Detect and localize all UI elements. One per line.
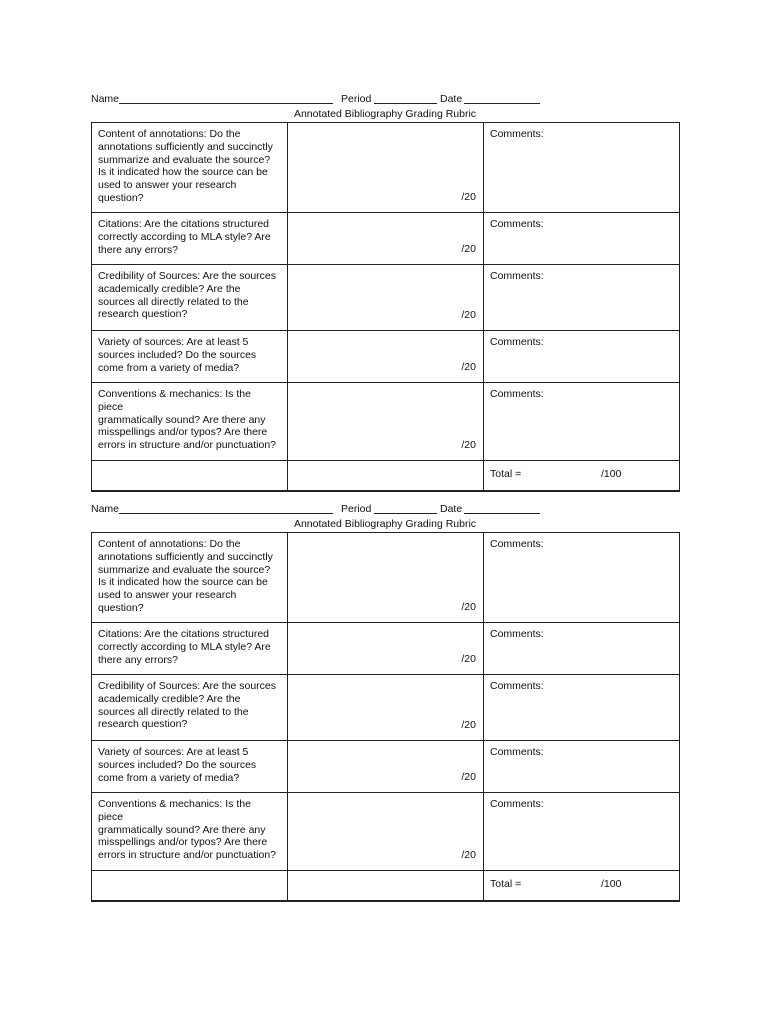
name-label: Name bbox=[91, 93, 120, 105]
criterion-row bbox=[92, 793, 680, 871]
score-max: /20 bbox=[461, 309, 476, 322]
total-label: Total = bbox=[490, 878, 522, 890]
score-cell bbox=[288, 793, 484, 871]
criterion-text: Citations: Are the citations structured correctly according to MLA style? Are there any errors? bbox=[98, 628, 271, 666]
criterion-text: Citations: Are the citations structured correctly according to MLA style? Are there any errors? bbox=[98, 218, 271, 256]
score-cell bbox=[288, 675, 484, 741]
criterion-row bbox=[92, 623, 680, 675]
criterion-description bbox=[92, 213, 288, 265]
comments-label: Comments: bbox=[490, 270, 544, 282]
name-label: Name bbox=[91, 503, 120, 515]
date-blank bbox=[464, 103, 540, 104]
rubric-title: Annotated Bibliography Grading Rubric bbox=[293, 518, 477, 530]
name-blank bbox=[119, 513, 333, 514]
criterion-description bbox=[92, 623, 288, 675]
criterion-row bbox=[92, 741, 680, 793]
comments-label: Comments: bbox=[490, 128, 544, 140]
criterion-row bbox=[92, 265, 680, 331]
score-cell bbox=[288, 265, 484, 331]
comments-label: Comments: bbox=[490, 218, 544, 230]
criterion-text: Content of annotations: Do the annotations sufficiently and succinctly summarize and evaluate the source? Is it indicated how the source can be used to answer your research question? bbox=[98, 128, 273, 204]
score-cell bbox=[288, 623, 484, 675]
criterion-row bbox=[92, 213, 680, 265]
date-label: Date bbox=[440, 503, 463, 515]
score-max: /20 bbox=[461, 361, 476, 374]
comments-cell bbox=[484, 383, 680, 461]
comments-label: Comments: bbox=[490, 628, 544, 640]
comments-cell bbox=[484, 533, 680, 623]
criterion-text: Content of annotations: Do the annotations sufficiently and succinctly summarize and evaluate the source? Is it indicated how the source can be used to answer your research question? bbox=[98, 538, 273, 614]
criterion-text: Conventions & mechanics: Is the piece grammatically sound? Are there any misspellings and/or typos? Are there errors in structure and/or punctuation? bbox=[98, 388, 277, 452]
rubric-sheet-2 bbox=[91, 502, 679, 902]
comments-label: Comments: bbox=[490, 388, 544, 400]
criterion-text: Credibility of Sources: Are the sources academically credible? Are the sources all directly related to the research question? bbox=[98, 270, 276, 321]
student-info-line bbox=[91, 92, 679, 106]
criterion-row bbox=[92, 533, 680, 623]
score-max: /20 bbox=[461, 243, 476, 256]
total-max: /100 bbox=[601, 878, 622, 890]
criterion-description bbox=[92, 741, 288, 793]
comments-cell bbox=[484, 265, 680, 331]
rubric-table bbox=[91, 122, 680, 492]
name-blank bbox=[119, 103, 333, 104]
comments-cell bbox=[484, 331, 680, 383]
comments-cell bbox=[484, 623, 680, 675]
score-max: /20 bbox=[461, 849, 476, 862]
criterion-description bbox=[92, 265, 288, 331]
criterion-text: Variety of sources: Are at least 5 sources included? Do the sources come from a variety of media? bbox=[98, 336, 257, 374]
comments-cell bbox=[484, 675, 680, 741]
criterion-text: Conventions & mechanics: Is the piece grammatically sound? Are there any misspellings and/or typos? Are there errors in structure and/or punctuation? bbox=[98, 798, 277, 862]
score-max: /20 bbox=[461, 653, 476, 666]
criterion-text: Credibility of Sources: Are the sources academically credible? Are the sources all directly related to the research question? bbox=[98, 680, 276, 731]
comments-cell bbox=[484, 213, 680, 265]
score-max: /20 bbox=[461, 191, 476, 204]
score-max: /20 bbox=[461, 601, 476, 614]
empty-cell bbox=[288, 461, 484, 492]
score-max: /20 bbox=[461, 439, 476, 452]
comments-label: Comments: bbox=[490, 336, 544, 348]
rubric-table bbox=[91, 532, 680, 902]
comments-cell bbox=[484, 741, 680, 793]
period-label: Period bbox=[341, 93, 372, 105]
empty-cell bbox=[92, 461, 288, 492]
comments-cell bbox=[484, 793, 680, 871]
comments-label: Comments: bbox=[490, 538, 544, 550]
criterion-description bbox=[92, 793, 288, 871]
criterion-description bbox=[92, 331, 288, 383]
date-label: Date bbox=[440, 93, 463, 105]
criterion-description bbox=[92, 123, 288, 213]
score-max: /20 bbox=[461, 771, 476, 784]
criterion-row bbox=[92, 383, 680, 461]
score-cell bbox=[288, 123, 484, 213]
comments-label: Comments: bbox=[490, 746, 544, 758]
score-cell bbox=[288, 741, 484, 793]
score-cell bbox=[288, 383, 484, 461]
total-row bbox=[92, 461, 680, 492]
period-blank bbox=[374, 103, 437, 104]
criterion-text: Variety of sources: Are at least 5 sources included? Do the sources come from a variety of media? bbox=[98, 746, 257, 784]
empty-cell bbox=[92, 871, 288, 902]
criterion-description bbox=[92, 383, 288, 461]
total-max: /100 bbox=[601, 468, 622, 480]
total-cell bbox=[484, 461, 680, 492]
student-info-line bbox=[91, 502, 679, 516]
criterion-row bbox=[92, 675, 680, 741]
criterion-description bbox=[92, 675, 288, 741]
total-cell bbox=[484, 871, 680, 902]
total-row bbox=[92, 871, 680, 902]
criterion-row bbox=[92, 331, 680, 383]
comments-label: Comments: bbox=[490, 680, 544, 692]
comments-cell bbox=[484, 123, 680, 213]
empty-cell bbox=[288, 871, 484, 902]
criterion-description bbox=[92, 533, 288, 623]
period-label: Period bbox=[341, 503, 372, 515]
date-blank bbox=[464, 513, 540, 514]
comments-label: Comments: bbox=[490, 798, 544, 810]
period-blank bbox=[374, 513, 437, 514]
total-label: Total = bbox=[490, 468, 522, 480]
rubric-sheet-1 bbox=[91, 92, 679, 492]
criterion-row bbox=[92, 123, 680, 213]
score-cell bbox=[288, 213, 484, 265]
rubric-title: Annotated Bibliography Grading Rubric bbox=[293, 108, 477, 120]
score-cell bbox=[288, 331, 484, 383]
score-cell bbox=[288, 533, 484, 623]
score-max: /20 bbox=[461, 719, 476, 732]
